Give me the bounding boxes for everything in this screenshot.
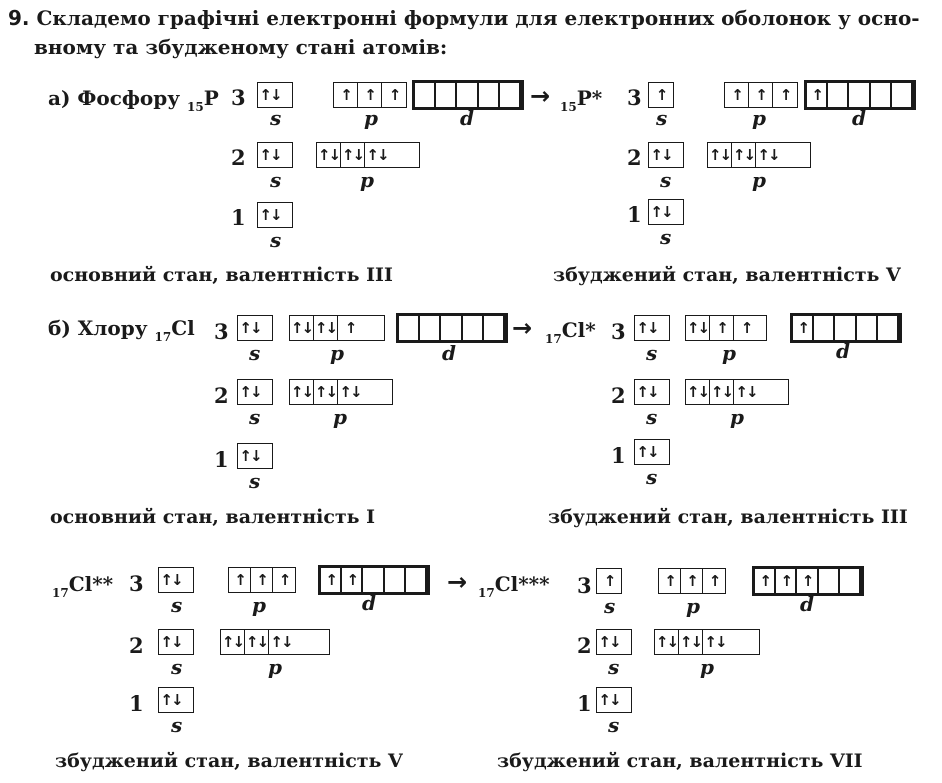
chlorine-2x-status: збуджений стан, валентність V xyxy=(55,750,403,772)
orbital-cell: ↑↓ xyxy=(704,633,726,651)
cl-ground-2s xyxy=(237,379,273,405)
level-1-label: 1 xyxy=(129,691,144,716)
excitation-arrow: → xyxy=(447,568,468,596)
phosphorus-excited-label xyxy=(560,86,602,119)
orbital-label-s: s xyxy=(608,713,620,737)
p-excited-2p xyxy=(707,142,811,168)
orbital-cell: ↑↓ xyxy=(239,447,261,465)
p-excited-2s xyxy=(648,142,684,168)
orbital-cell xyxy=(406,568,427,592)
orbital-cell: ↑↓ xyxy=(239,383,261,401)
orbital-cell xyxy=(385,568,406,592)
orbital-cell xyxy=(814,316,835,340)
orbital-cell: ↑ xyxy=(708,572,720,590)
orbital-cell: ↑ xyxy=(710,316,734,340)
orbital-label-s: s xyxy=(646,341,658,365)
orbital-cell xyxy=(441,316,462,340)
orbital-cell xyxy=(484,316,505,340)
cl-ground-2p xyxy=(289,379,393,405)
orbital-cell: ↑↓ xyxy=(655,630,679,654)
orbital-label-p: p xyxy=(752,106,766,130)
problem-heading xyxy=(8,4,928,62)
chlorine-3x-excited-label xyxy=(478,572,550,605)
orbital-cell: ↑ xyxy=(655,86,667,104)
level-2-label: 2 xyxy=(611,383,626,408)
orbital-cell: ↑↓ xyxy=(735,383,757,401)
cl-excited-2p xyxy=(685,379,789,405)
cl3-2p xyxy=(654,629,760,655)
orbital-cell: ↑ xyxy=(388,86,400,104)
orbital-cell: ↑↓ xyxy=(650,146,672,164)
orbital-label-s: s xyxy=(270,228,282,252)
orbital-cell: ↑↓ xyxy=(366,146,388,164)
orbital-cell: ↑↓ xyxy=(259,86,281,104)
orbital-cell xyxy=(828,83,849,107)
orbital-cell: ↑↓ xyxy=(650,203,672,221)
p-ground-3s xyxy=(257,82,293,108)
cl-excited-1s xyxy=(634,439,670,465)
orbital-cell: ↑↓ xyxy=(636,383,658,401)
chlorine-3x-symbol: Cl*** xyxy=(494,572,550,596)
orbital-cell: ↑↓ xyxy=(317,143,341,167)
orbital-label-d: d xyxy=(442,341,456,365)
orbital-label-d: d xyxy=(362,591,376,615)
orbital-cell: ↑↓ xyxy=(221,630,245,654)
orbital-label-d: d xyxy=(852,106,866,130)
orbital-cell: ↑↓ xyxy=(686,380,710,404)
heading-line-1: Складемо графічні електронні формули для електронних оболонок у осно- xyxy=(36,6,920,30)
orbital-cell: ↑↓ xyxy=(160,571,182,589)
orbital-cell: ↑↓ xyxy=(339,383,361,401)
chlorine-excited-label xyxy=(545,318,596,351)
orbital-cell: ↑↓ xyxy=(341,143,365,167)
orbital-cell xyxy=(819,569,840,593)
orbital-cell: ↑↓ xyxy=(732,143,756,167)
orbital-cell: ↑↓ xyxy=(239,319,261,337)
orbital-label-s: s xyxy=(270,168,282,192)
p-ground-3p xyxy=(333,82,407,108)
level-1-label: 1 xyxy=(611,443,626,468)
orbital-cell xyxy=(399,316,420,340)
orbital-cell: ↑↓ xyxy=(598,691,620,709)
level-1-label: 1 xyxy=(627,202,642,227)
level-2-label: 2 xyxy=(627,145,642,170)
phosphorus-excited-symbol: P* xyxy=(576,86,603,110)
orbital-label-p: p xyxy=(252,593,266,617)
problem-number: 9. xyxy=(8,6,30,30)
orbital-cell xyxy=(415,83,436,107)
chlorine-ground-status: основний стан, валентність I xyxy=(50,506,376,528)
orbital-label-s: s xyxy=(249,469,261,493)
orbital-label-p: p xyxy=(268,655,282,679)
orbital-cell xyxy=(835,316,856,340)
level-2-label: 2 xyxy=(214,383,229,408)
level-3-label: 3 xyxy=(577,573,592,598)
orbital-label-s: s xyxy=(171,655,183,679)
orbital-label-s: s xyxy=(646,465,658,489)
orbital-cell xyxy=(363,568,384,592)
orbital-cell: ↑↓ xyxy=(259,146,281,164)
cl-excited-2s xyxy=(634,379,670,405)
chlorine-symbol: Cl xyxy=(171,316,195,340)
orbital-label-s: s xyxy=(249,341,261,365)
orbital-label-s: s xyxy=(646,405,658,429)
level-3-label: 3 xyxy=(214,319,229,344)
cl2-2s xyxy=(158,629,194,655)
orbital-cell xyxy=(871,83,892,107)
orbital-cell: ↑↓ xyxy=(314,316,338,340)
orbital-cell xyxy=(849,83,870,107)
orbital-cell xyxy=(420,316,441,340)
cl2-2p xyxy=(220,629,330,655)
level-2-label: 2 xyxy=(577,633,592,658)
orbital-cell: ↑ xyxy=(749,83,773,107)
orbital-label-s: s xyxy=(171,713,183,737)
cl2-1s xyxy=(158,687,194,713)
cl2-3s xyxy=(158,567,194,593)
orbital-cell: ↑↓ xyxy=(160,691,182,709)
orbital-cell: ↑↓ xyxy=(636,319,658,337)
orbital-label-s: s xyxy=(249,405,261,429)
orbital-label-p: p xyxy=(330,341,344,365)
chlorine-2x-excited-label xyxy=(52,572,113,605)
orbital-cell: ↑ xyxy=(659,569,681,593)
excitation-arrow: → xyxy=(530,82,551,110)
cl-excited-3s xyxy=(634,315,670,341)
level-1-label: 1 xyxy=(577,691,592,716)
phosphorus-excited-status: збуджений стан, валентність V xyxy=(553,264,901,286)
orbital-cell: ↑↓ xyxy=(270,633,292,651)
level-1-label: 1 xyxy=(231,205,246,230)
orbital-cell: ↑↓ xyxy=(757,146,779,164)
orbital-cell xyxy=(840,569,861,593)
chlorine-excited-status: збуджений стан, валентність III xyxy=(548,506,908,528)
phosphorus-ground-status: основний стан, валентність III xyxy=(50,264,393,286)
orbital-cell xyxy=(436,83,457,107)
orbital-cell: ↑↓ xyxy=(686,316,710,340)
orbital-cell: ↑ xyxy=(807,83,828,107)
level-2-label: 2 xyxy=(231,145,246,170)
orbital-cell: ↑ xyxy=(793,316,814,340)
orbital-cell: ↑ xyxy=(603,572,615,590)
orbital-label-p: p xyxy=(364,106,378,130)
orbital-cell: ↑ xyxy=(334,83,358,107)
orbital-label-s: s xyxy=(660,225,672,249)
orbital-cell: ↑ xyxy=(776,569,797,593)
chlorine-atomic-number: 17 xyxy=(154,330,172,344)
orbital-cell: ↑ xyxy=(342,568,363,592)
orbital-label-s: s xyxy=(660,168,672,192)
orbital-label-p: p xyxy=(752,168,766,192)
orbital-cell xyxy=(500,83,521,107)
orbital-label-s: s xyxy=(604,594,616,618)
orbital-cell: ↑ xyxy=(755,569,776,593)
orbital-cell: ↑ xyxy=(358,83,382,107)
cl-excited-3p xyxy=(685,315,767,341)
p-ground-1s xyxy=(257,202,293,228)
level-2-label: 2 xyxy=(129,633,144,658)
level-3-label: 3 xyxy=(231,85,246,110)
orbital-label-s: s xyxy=(171,593,183,617)
orbital-cell: ↑ xyxy=(344,319,356,337)
orbital-cell xyxy=(892,83,913,107)
orbital-label-d: d xyxy=(460,106,474,130)
chlorine-3x-status: збуджений стан, валентність VII xyxy=(497,750,863,772)
orbital-label-s: s xyxy=(270,106,282,130)
orbital-cell xyxy=(479,83,500,107)
orbital-cell: ↑↓ xyxy=(259,206,281,224)
chlorine-3x-atomic-number: 17 xyxy=(478,586,495,600)
orbital-cell: ↑ xyxy=(740,319,752,337)
orbital-cell: ↑ xyxy=(797,569,818,593)
part-a-element-name: а) Фосфору xyxy=(48,86,181,110)
orbital-label-p: p xyxy=(333,405,347,429)
level-3-label: 3 xyxy=(627,85,642,110)
orbital-cell xyxy=(463,316,484,340)
orbital-cell xyxy=(857,316,878,340)
chlorine-2x-symbol: Cl** xyxy=(68,572,114,596)
p-excited-3p xyxy=(724,82,798,108)
orbital-label-d: d xyxy=(800,592,814,616)
heading-line-2: вному та збудженому стані атомів: xyxy=(34,35,448,59)
level-1-label: 1 xyxy=(214,447,229,472)
orbital-cell: ↑↓ xyxy=(245,630,269,654)
orbital-cell: ↑↓ xyxy=(290,380,314,404)
orbital-cell: ↑ xyxy=(779,86,791,104)
cl3-3s xyxy=(596,568,622,594)
p-excited-1s xyxy=(648,199,684,225)
orbital-cell: ↑ xyxy=(321,568,342,592)
orbital-cell xyxy=(878,316,899,340)
part-b-label xyxy=(48,316,195,349)
cl-ground-3s xyxy=(237,315,273,341)
cl3-1s xyxy=(596,687,632,713)
orbital-cell: ↑ xyxy=(229,568,251,592)
orbital-cell: ↑↓ xyxy=(290,316,314,340)
cl-ground-1s xyxy=(237,443,273,469)
orbital-cell: ↑↓ xyxy=(679,630,703,654)
orbital-cell: ↑↓ xyxy=(314,380,338,404)
p-ground-2p xyxy=(316,142,420,168)
orbital-cell: ↑↓ xyxy=(708,143,732,167)
orbital-cell: ↑ xyxy=(278,571,290,589)
orbital-label-p: p xyxy=(686,594,700,618)
level-3-label: 3 xyxy=(129,571,144,596)
orbital-cell: ↑↓ xyxy=(160,633,182,651)
chlorine-2x-atomic-number: 17 xyxy=(52,586,69,600)
orbital-cell xyxy=(457,83,478,107)
p-excited-3s xyxy=(648,82,674,108)
cl3-2s xyxy=(596,629,632,655)
orbital-cell: ↑↓ xyxy=(636,443,658,461)
phosphorus-symbol: P xyxy=(203,86,219,110)
orbital-cell: ↑↓ xyxy=(598,633,620,651)
phosphorus-atomic-number: 15 xyxy=(187,100,204,114)
orbital-label-s: s xyxy=(656,106,668,130)
orbital-label-p: p xyxy=(360,168,374,192)
chlorine-excited-atomic-number: 17 xyxy=(545,332,562,346)
orbital-cell: ↑ xyxy=(725,83,749,107)
orbital-label-d: d xyxy=(836,339,850,363)
orbital-label-s: s xyxy=(608,655,620,679)
part-b-element-name: б) Хлору xyxy=(48,316,148,340)
chlorine-excited-symbol: Cl* xyxy=(561,318,596,342)
orbital-cell: ↑ xyxy=(251,568,273,592)
orbital-label-p: p xyxy=(700,655,714,679)
orbital-label-p: p xyxy=(722,341,736,365)
orbital-cell: ↑ xyxy=(681,569,703,593)
level-3-label: 3 xyxy=(611,319,626,344)
orbital-label-p: p xyxy=(730,405,744,429)
p-ground-2s xyxy=(257,142,293,168)
excitation-arrow: → xyxy=(512,314,533,342)
cl3-3p xyxy=(658,568,726,594)
cl-ground-3p xyxy=(289,315,385,341)
cl-ground-3d xyxy=(396,313,508,343)
cl2-3p xyxy=(228,567,296,593)
phosphorus-excited-atomic-number: 15 xyxy=(560,100,577,114)
part-a-label xyxy=(48,86,219,119)
orbital-cell: ↑↓ xyxy=(710,380,734,404)
